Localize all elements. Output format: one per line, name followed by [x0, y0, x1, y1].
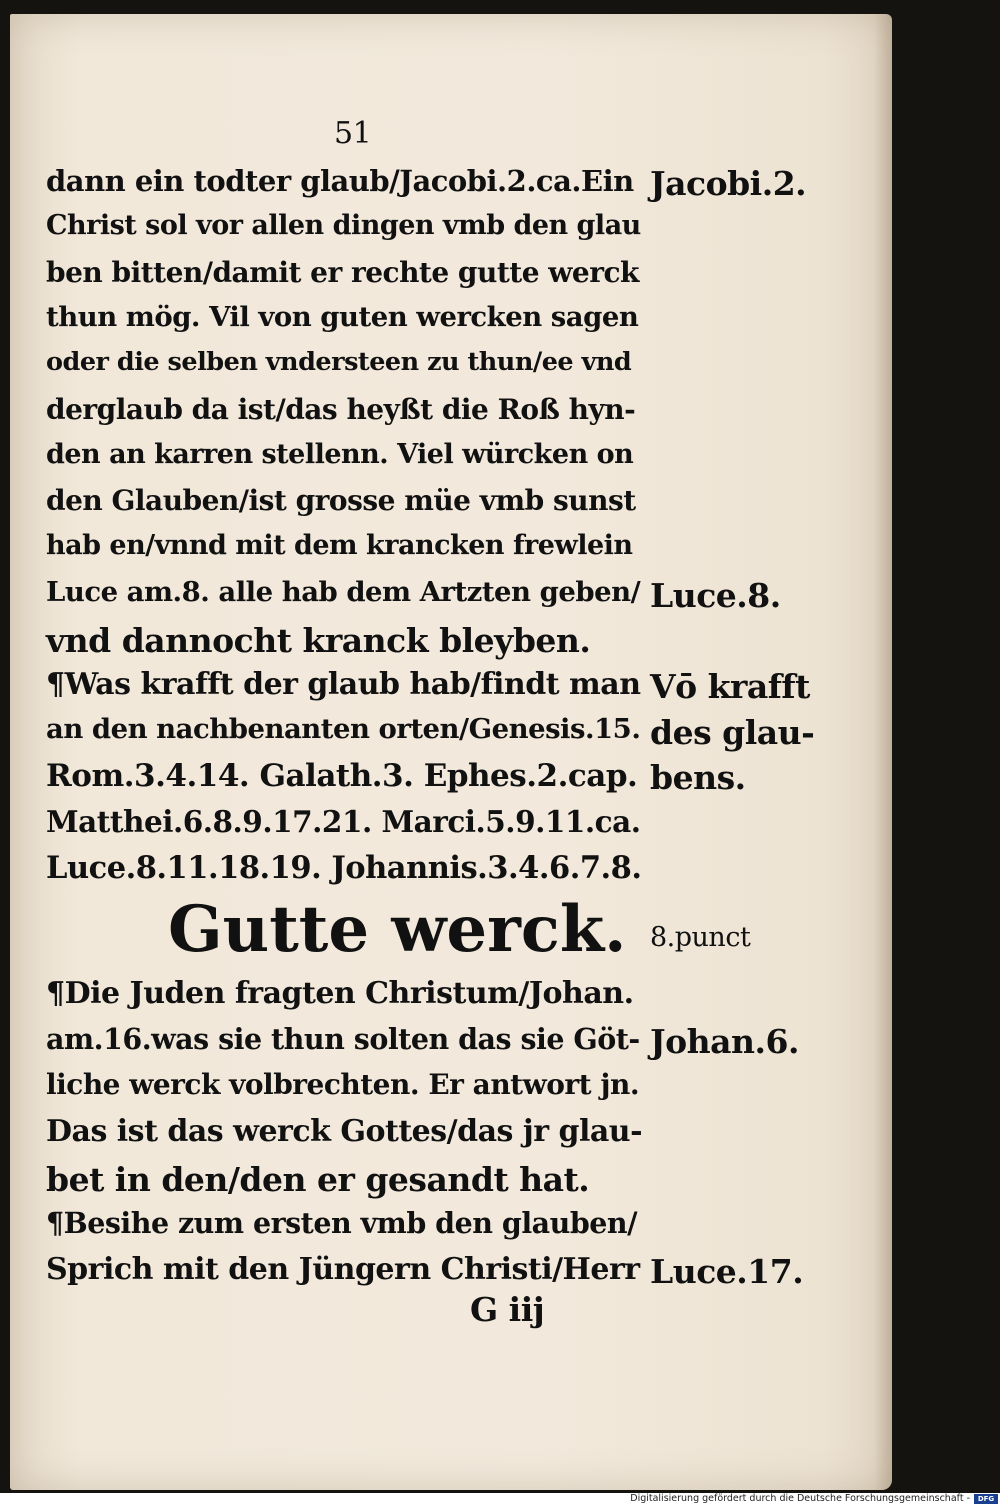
text-line: bet in den/den er gesandt hat.: [46, 1160, 590, 1199]
text-line: hab en/vnnd mit dem krancken frewlein: [46, 530, 633, 561]
book-page: [10, 14, 892, 1490]
text-line: oder die selben vndersteen zu thun/ee vnd: [46, 347, 632, 377]
text-line: ben bitten/damit er rechte gutte werck: [46, 256, 639, 289]
margin-note-krafft: Vō krafft: [650, 667, 810, 706]
text-line: Matthei.6.8.9.17.21. Marci.5.9.11.ca.: [46, 804, 641, 839]
margin-note-luce8: Luce.8.: [650, 576, 781, 615]
margin-note-johan: Johan.6.: [650, 1022, 799, 1061]
footer-credit: Digitalisierung gefördert durch die Deutsche Forschungsgemeinschaft -: [630, 1493, 970, 1504]
text-line: an den nachbenanten orten/Genesis.15.: [46, 713, 641, 745]
text-line: Christ sol vor allen dingen vmb den glau: [46, 210, 641, 241]
text-line: am.16.was sie thun solten das sie Göt-: [46, 1022, 640, 1056]
margin-note-krafft: des glau-: [650, 713, 815, 752]
text-line: thun mög. Vil von guten wercken sagen: [46, 301, 639, 333]
text-line: den Glauben/ist grosse müe vmb sunst: [46, 484, 636, 517]
text-line: Luce am.8. alle hab dem Artzten geben/: [46, 576, 641, 608]
margin-note-punct: 8.punct: [650, 922, 751, 953]
folio-number: 51: [334, 116, 372, 151]
margin-note-krafft: bens.: [650, 758, 746, 797]
text-line: Das ist das werck Gottes/das jr glau-: [46, 1114, 643, 1149]
text-line: den an karren stellenn. Viel würcken on: [46, 439, 634, 470]
dfg-logo-icon: DFG: [974, 1494, 998, 1504]
text-line: liche werck volbrechten. Er antwort jn.: [46, 1068, 640, 1101]
footer-bar: [0, 1493, 1000, 1505]
text-line: ¶Was krafft der glaub hab/findt man: [46, 667, 641, 702]
text-line: derglaub da ist/das heyßt die Roß hyn-: [46, 393, 636, 426]
text-line: ¶Die Juden fragten Christum/Johan.: [46, 976, 634, 1011]
margin-note-luce17: Luce.17.: [650, 1252, 804, 1291]
text-line: Rom.3.4.14. Galath.3. Ephes.2.cap.: [46, 758, 638, 794]
text-line: ¶Besihe zum ersten vmb den glauben/: [46, 1206, 638, 1240]
margin-note-jacobi: Jacobi.2.: [650, 164, 807, 203]
section-heading: Gutte werck.: [168, 892, 627, 967]
signature-mark: G iij: [470, 1290, 545, 1329]
text-line: Sprich mit den Jüngern Christi/Herr: [46, 1252, 640, 1287]
text-line: vnd dannocht kranck bleyben.: [46, 621, 591, 660]
text-line: dann ein todter glaub/Jacobi.2.ca.Ein: [46, 164, 634, 198]
text-line: Luce.8.11.18.19. Johannis.3.4.6.7.8.: [46, 850, 642, 886]
